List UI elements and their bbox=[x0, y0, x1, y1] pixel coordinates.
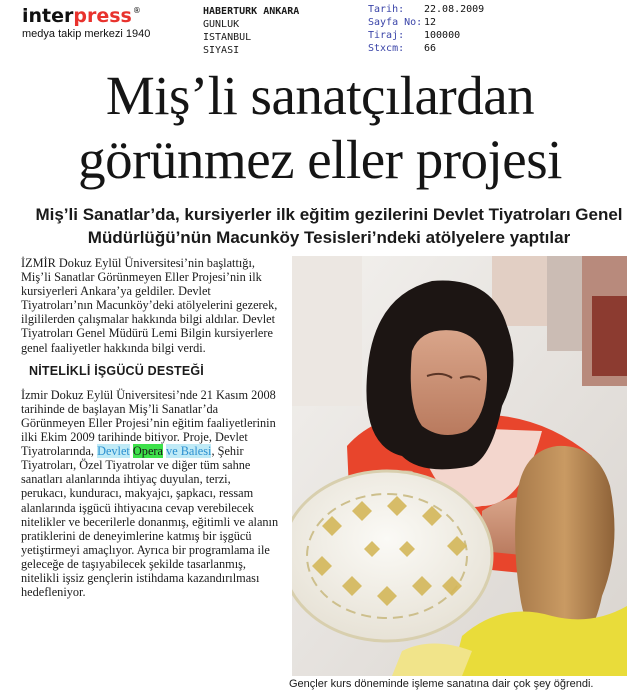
date-label: Tarih: bbox=[368, 4, 405, 15]
circulation-value: 100000 bbox=[424, 30, 461, 41]
highlight-devlet: Devlet bbox=[97, 444, 130, 459]
detail-row-date bbox=[368, 3, 484, 16]
registered-mark: ® bbox=[132, 6, 141, 15]
date-value: 22.08.2009 bbox=[424, 4, 485, 15]
logo-brand-inter: inter bbox=[22, 5, 74, 27]
stxcm-value: 66 bbox=[424, 43, 437, 54]
page-label: Sayfa No: bbox=[368, 17, 423, 28]
logo-tagline: medya takip merkezi 1940 bbox=[22, 28, 151, 40]
highlight-opera: Opera bbox=[132, 444, 163, 459]
body-paragraph-1: İZMİR Dokuz Eylül Üniversitesi’nin başlattığı, Miş’li Sanatlar Görünmeyen Eller Projesi’nin ilk kursiyerleri Ankara’ya geldiler. Devlet Tiyatroları’nın Macunköy’deki atölyelerini gezerek, ilgililerden çalışmalar hakkında bilgi aldılar. Devlet Tiyatroları Genel Müdürü Lemi Bilgin kursiyerlere genel faaliyetler hakkında bilgi verdi. bbox=[21, 256, 278, 355]
article-headline bbox=[10, 64, 630, 192]
clipping-details bbox=[368, 3, 484, 55]
headline-line-1: Miş’li sanatçılardan bbox=[105, 65, 535, 126]
logo-brand-press: press bbox=[73, 5, 132, 27]
logo-wordmark bbox=[22, 4, 172, 28]
publication-info bbox=[203, 5, 299, 57]
interpress-logo bbox=[22, 4, 172, 50]
highlight-ve-balesi: ve Balesi bbox=[166, 444, 212, 459]
detail-row-stxcm bbox=[368, 42, 484, 55]
page-value: 12 bbox=[424, 17, 437, 28]
paragraph-2-lead: İzmir Dokuz Eylül Üniversitesi’nde 21 Kasım 2008 tarihinde de başlayan Miş’li Sanatlar’da Görünmeyen Eller Projesi’nin eğitim faaliyetlerinin ilki Ekim 2009 tarihinde bitiyor. Proje, Devlet Tiyatrolarında, bbox=[21, 387, 276, 459]
stxcm-label: Stxcm: bbox=[368, 43, 405, 54]
circulation-label: Tiraj: bbox=[368, 30, 405, 41]
article-subheadline: Miş’li Sanatlar’da, kursiyerler ilk eğitim gezilerini Devlet Tiyatroları Genel Müdürlüğü’nün Macunköy Tesisleri’ndeki atölyelere yaptılar bbox=[35, 205, 623, 247]
publication-city: ISTANBUL bbox=[203, 32, 252, 43]
body-paragraph-2 bbox=[21, 388, 279, 599]
section-heading: NİTELİKLİ İŞGÜCÜ DESTEĞİ bbox=[29, 363, 204, 378]
article-body bbox=[21, 256, 279, 599]
publication-frequency: GUNLUK bbox=[203, 19, 240, 30]
article-photo bbox=[292, 256, 627, 676]
photo-caption: Gençler kurs döneminde işleme sanatına dair çok şey öğrendi. bbox=[289, 678, 594, 690]
paragraph-2-rest: , Şehir Tiyatroları, Özel Tiyatrolar ve diğer tüm sahne sanatları alanlarında ihtiyaç duyulan, terzi, perukacı, kunduracı, makyajcı, şapkacı, ressam alanlarında işgücü ihtiyacına cevap verebilecek nitelikler ve becerilerle donanmış, eğitimli ve alanın pratiklerini de deneyimlerine katmış bir işgücü yetiştirmeyi amaçlıyor. Ayrıca bir programlama ile geleceğe de taşıyabilecek şekilde tasarlanmış, nitelikli işsiz gençlerin istihdama kazandırılması hedefleniyor. bbox=[21, 444, 279, 600]
photo-illustration bbox=[292, 256, 627, 676]
publication-category: SIYASI bbox=[203, 45, 240, 56]
headline-line-2: görünmez eller projesi bbox=[78, 129, 562, 190]
detail-row-circulation bbox=[368, 29, 484, 42]
detail-row-page bbox=[368, 16, 484, 29]
publication-name: HABERTURK ANKARA bbox=[203, 6, 300, 17]
